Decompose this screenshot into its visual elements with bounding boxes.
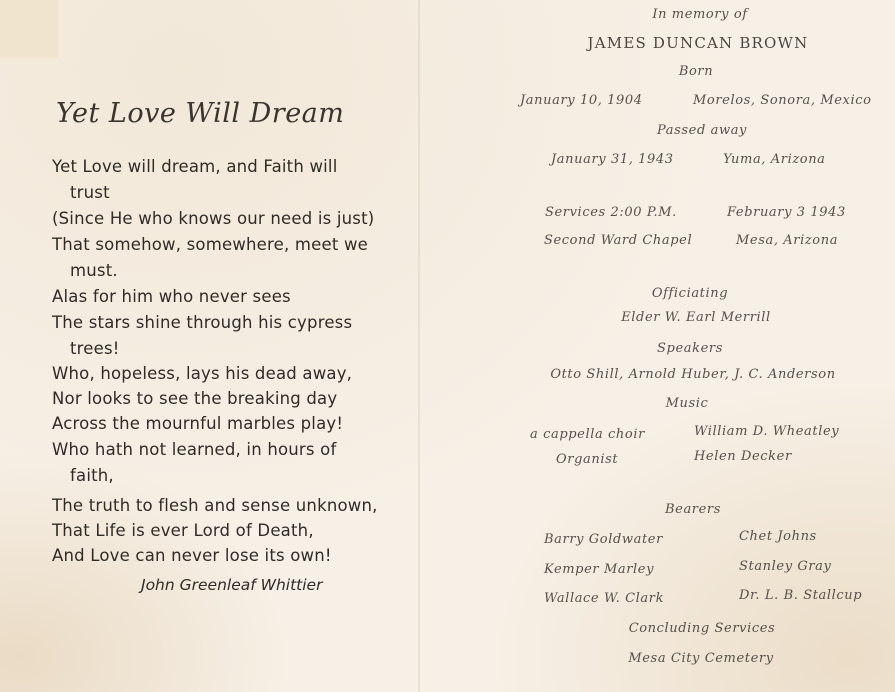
poem-line: That somehow, somewhere, meet we [52, 235, 369, 254]
music-organist-name: Helen Decker [694, 449, 792, 464]
poem-line: Who hath not learned, in hours of [52, 440, 337, 459]
poem-line: That Life is ever Lord of Death, [52, 521, 314, 540]
services-time: Services 2:00 P.M. [545, 205, 677, 220]
bearers-label: Bearers [665, 502, 721, 517]
passed-date: January 31, 1943 [551, 152, 674, 167]
poem-line: Nor looks to see the breaking day [52, 389, 338, 408]
poem-line: must. [70, 261, 118, 280]
bearer-name: Wallace W. Clark [544, 591, 665, 606]
bearer-name: Stanley Gray [739, 559, 832, 574]
services-place: Mesa, Arizona [736, 233, 839, 248]
poem-line: faith, [70, 466, 114, 485]
poem-line: Yet Love will dream, and Faith will [52, 157, 338, 176]
officiating-name: Elder W. Earl Merrill [621, 310, 771, 325]
concluding-label: Concluding Services [628, 621, 776, 636]
poem-author: John Greenleaf Whittier [141, 576, 323, 594]
poem-line: trees! [70, 339, 120, 358]
deceased-name: JAMES DUNCAN BROWN [587, 34, 809, 52]
born-date: January 10, 1904 [520, 93, 643, 108]
poem-line: (Since He who knows our need is just) [52, 209, 375, 228]
poem-line: Who, hopeless, lays his dead away, [52, 364, 353, 383]
music-label: Music [665, 396, 709, 411]
officiating-label: Officiating [651, 286, 729, 301]
speakers-names: Otto Shill, Arnold Huber, J. C. Anderson [550, 367, 836, 382]
passed-place: Yuma, Arizona [723, 152, 826, 167]
in-memory-of: In memory of [652, 7, 748, 22]
bearer-name: Barry Goldwater [544, 532, 663, 547]
poem-page [0, 0, 420, 692]
services-date: February 3 1943 [727, 205, 846, 220]
poem-line: The truth to flesh and sense unknown, [52, 496, 378, 515]
poem-line: The stars shine through his cypress [52, 313, 353, 332]
poem-line: And Love can never lose its own! [52, 546, 332, 565]
poem-title: Yet Love Will Dream [56, 98, 345, 129]
born-label: Born [678, 64, 714, 79]
bearer-name: Kemper Marley [544, 562, 655, 577]
concluding-place: Mesa City Cemetery [628, 651, 774, 666]
speakers-label: Speakers [657, 341, 723, 356]
poem-line: Across the mournful marbles play! [52, 414, 344, 433]
services-chapel: Second Ward Chapel [544, 233, 693, 248]
memorial-program [420, 0, 895, 692]
poem-line: Alas for him who never sees [52, 287, 291, 306]
born-place: Morelos, Sonora, Mexico [693, 93, 872, 108]
bearer-name: Chet Johns [739, 529, 817, 544]
music-choir-leader: William D. Wheatley [694, 424, 840, 439]
music-organist: Organist [556, 452, 619, 467]
passed-away-label: Passed away [657, 123, 747, 138]
bearer-name: Dr. L. B. Stallcup [739, 588, 863, 603]
poem-line: trust [70, 183, 110, 202]
music-choir: a cappella choir [530, 427, 645, 442]
